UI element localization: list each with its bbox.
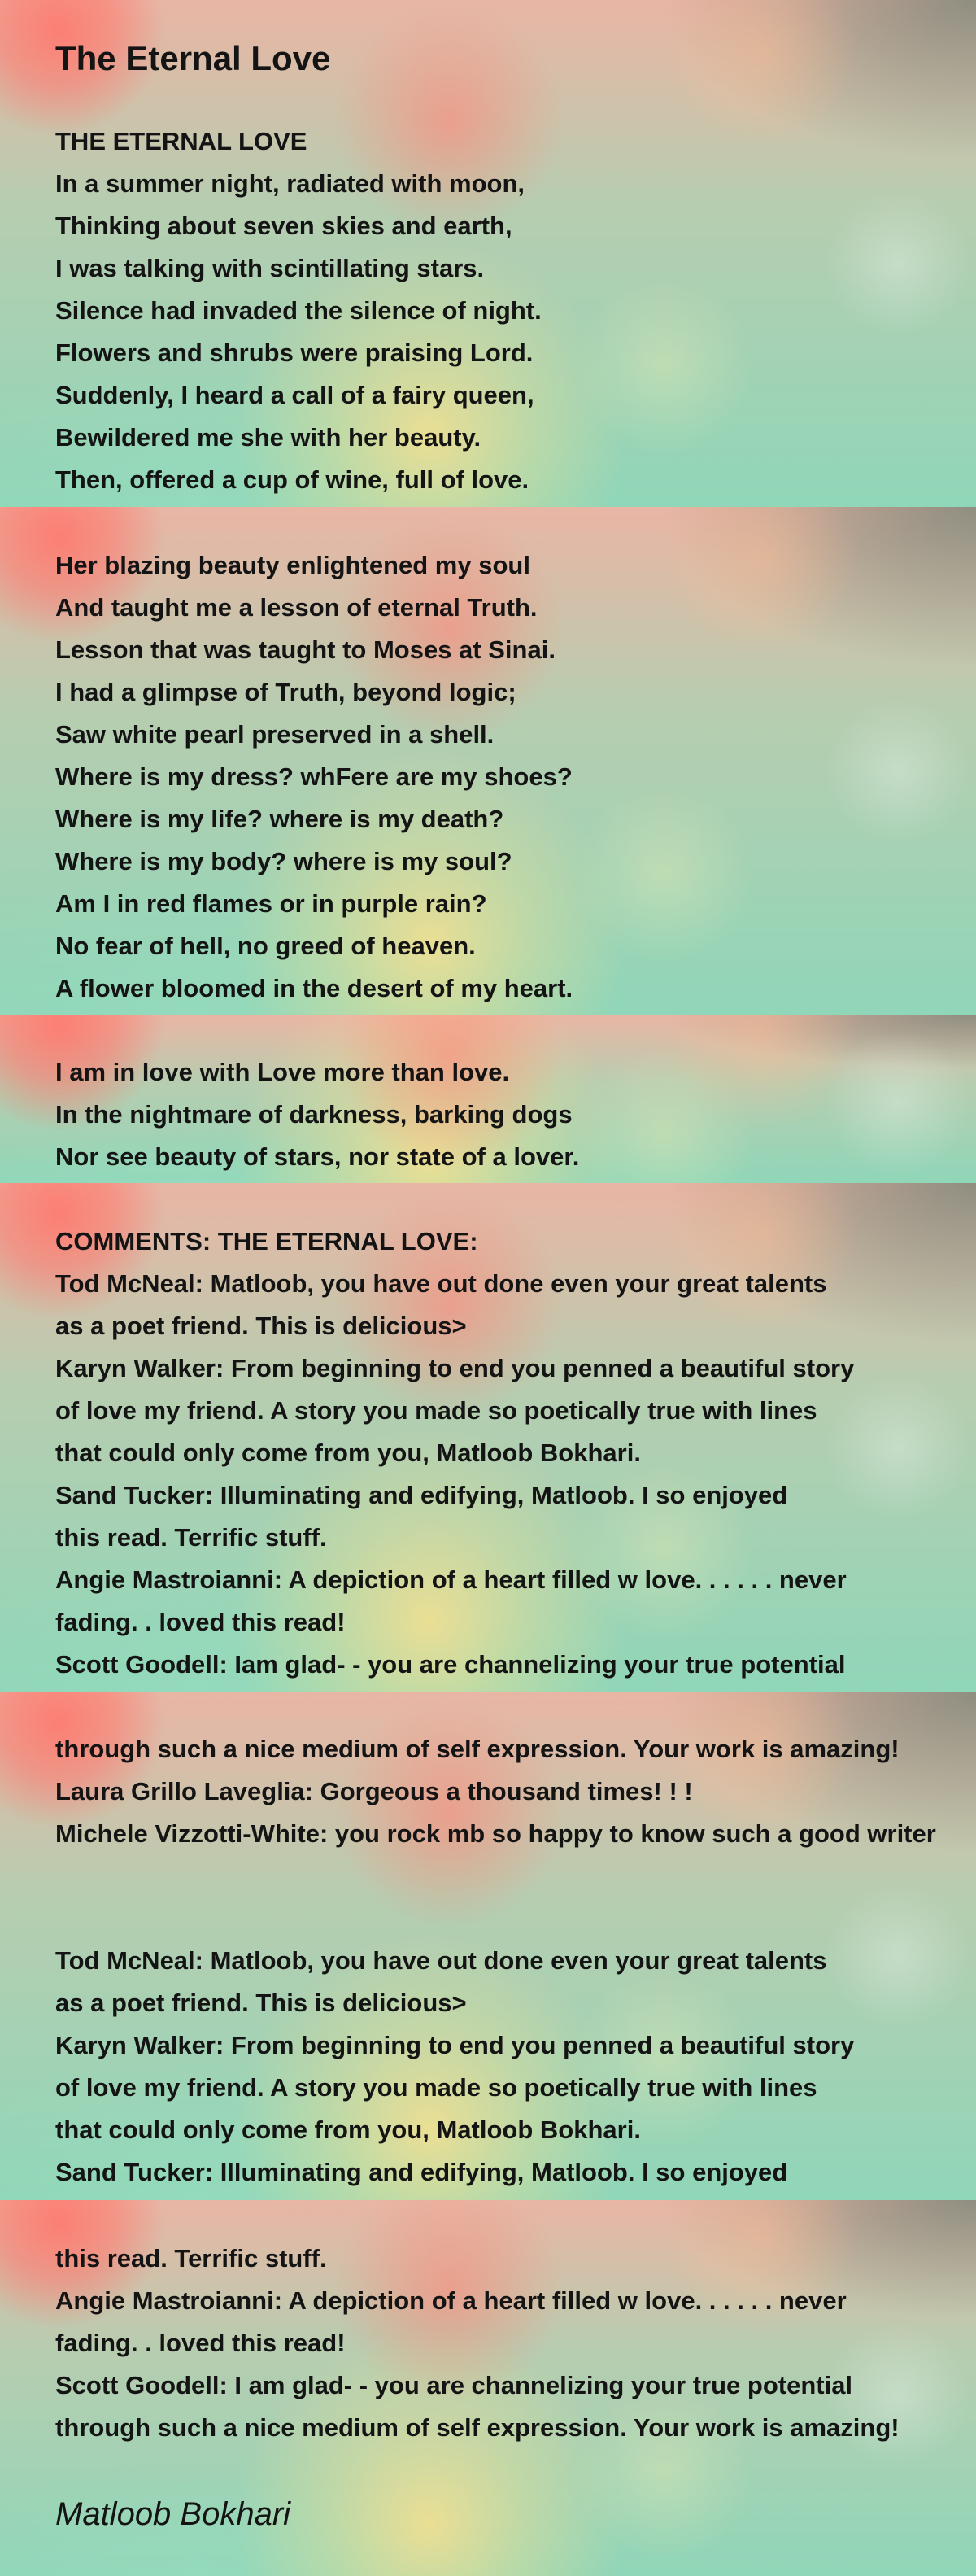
comment-line: this read. Terrific stuff. xyxy=(55,2244,327,2273)
comment-line: Angie Mastroianni: A depiction of a heart filled w love. . . . . . never xyxy=(55,1565,847,1594)
comment-line: of love my friend. A story you made so poetically true with lines xyxy=(55,2073,817,2102)
poem-line: In the nightmare of darkness, barking dogs xyxy=(55,1100,573,1129)
comment-line: that could only come from you, Matloob Bokhari. xyxy=(55,1439,641,1467)
poem-line: Saw white pearl preserved in a shell. xyxy=(55,720,495,749)
comment-line: through such a nice medium of self expression. Your work is amazing! xyxy=(55,1735,900,1763)
poem-line: THE ETERNAL LOVE xyxy=(55,127,307,155)
poem-line: Where is my body? where is my soul? xyxy=(55,847,512,875)
poem-line: I had a glimpse of Truth, beyond logic; xyxy=(55,678,516,706)
poem-line: Bewildered me she with her beauty. xyxy=(55,423,481,452)
poem-line: Am I in red flames or in purple rain? xyxy=(55,889,487,918)
comment-line: Scott Goodell: I am glad- - you are channelizing your true potential xyxy=(55,2371,853,2399)
comment-line: fading. . loved this read! xyxy=(55,1608,346,1636)
poem-line: Flowers and shrubs were praising Lord. xyxy=(55,338,534,367)
comment-line: Tod McNeal: Matloob, you have out done even your great talents xyxy=(55,1946,827,1975)
comment-line: fading. . loved this read! xyxy=(55,2329,346,2357)
comments-panel-1 xyxy=(0,1183,976,1692)
poem-author: Matloob Bokhari xyxy=(55,2496,291,2532)
poem-line: I am in love with Love more than love. xyxy=(55,1058,510,1086)
comment-line: Karyn Walker: From beginning to end you penned a beautiful story xyxy=(55,1354,855,1382)
comment-line: Angie Mastroianni: A depiction of a heart filled w love. . . . . . never xyxy=(55,2286,847,2315)
poem-line: And taught me a lesson of eternal Truth. xyxy=(55,593,538,622)
poem-line: Then, offered a cup of wine, full of love. xyxy=(55,465,529,494)
comment-line: Sand Tucker: Illuminating and edifying, Matloob. I so enjoyed xyxy=(55,1481,788,1509)
poem-line: Suddenly, I heard a call of a fairy queen, xyxy=(55,381,534,409)
comment-line: Michele Vizzotti-White: you rock mb so happy to know such a good writer xyxy=(55,1819,936,1848)
poem-panel-3 xyxy=(0,1015,976,1183)
comment-line: Karyn Walker: From beginning to end you penned a beautiful story xyxy=(55,2031,855,2059)
poem-line: Silence had invaded the silence of night. xyxy=(55,296,542,325)
poem-line: Where is my life? where is my death? xyxy=(55,805,504,833)
poem-title: The Eternal Love xyxy=(55,39,331,77)
comment-line: of love my friend. A story you made so poetically true with lines xyxy=(55,1396,817,1425)
comment-line: Sand Tucker: Illuminating and edifying, Matloob. I so enjoyed xyxy=(55,2158,788,2186)
comment-line: this read. Terrific stuff. xyxy=(55,1523,327,1552)
comment-line: as a poet friend. This is delicious> xyxy=(55,1312,467,1340)
comment-line: Tod McNeal: Matloob, you have out done even your great talents xyxy=(55,1269,827,1298)
comment-line: that could only come from you, Matloob Bokhari. xyxy=(55,2115,641,2144)
poem-line: I was talking with scintillating stars. xyxy=(55,254,485,282)
poem-line: Nor see beauty of stars, nor state of a lover. xyxy=(55,1142,580,1171)
comments-panel-2 xyxy=(0,1692,976,2200)
poem-line: Thinking about seven skies and earth, xyxy=(55,212,512,240)
comments-panel-3 xyxy=(0,2200,976,2576)
comment-line: Scott Goodell: Iam glad- - you are channelizing your true potential xyxy=(55,1650,846,1679)
poem-panel-2 xyxy=(0,507,976,1015)
poem-line: A flower bloomed in the desert of my heart. xyxy=(55,974,573,1002)
poem-panel-1 xyxy=(0,0,976,507)
comments-heading: COMMENTS: THE ETERNAL LOVE: xyxy=(55,1227,478,1255)
comment-line: Laura Grillo Laveglia: Gorgeous a thousand times! ! ! xyxy=(55,1777,693,1805)
comment-line: through such a nice medium of self expression. Your work is amazing! xyxy=(55,2413,900,2442)
poem-line: No fear of hell, no greed of heaven. xyxy=(55,932,476,960)
poem-line: Where is my dress? whFere are my shoes? xyxy=(55,762,573,791)
poem-line: Lesson that was taught to Moses at Sinai. xyxy=(55,635,556,664)
poem-line: In a summer night, radiated with moon, xyxy=(55,169,525,198)
comment-line: as a poet friend. This is delicious> xyxy=(55,1989,467,2017)
poem-line: Her blazing beauty enlightened my soul xyxy=(55,551,530,579)
